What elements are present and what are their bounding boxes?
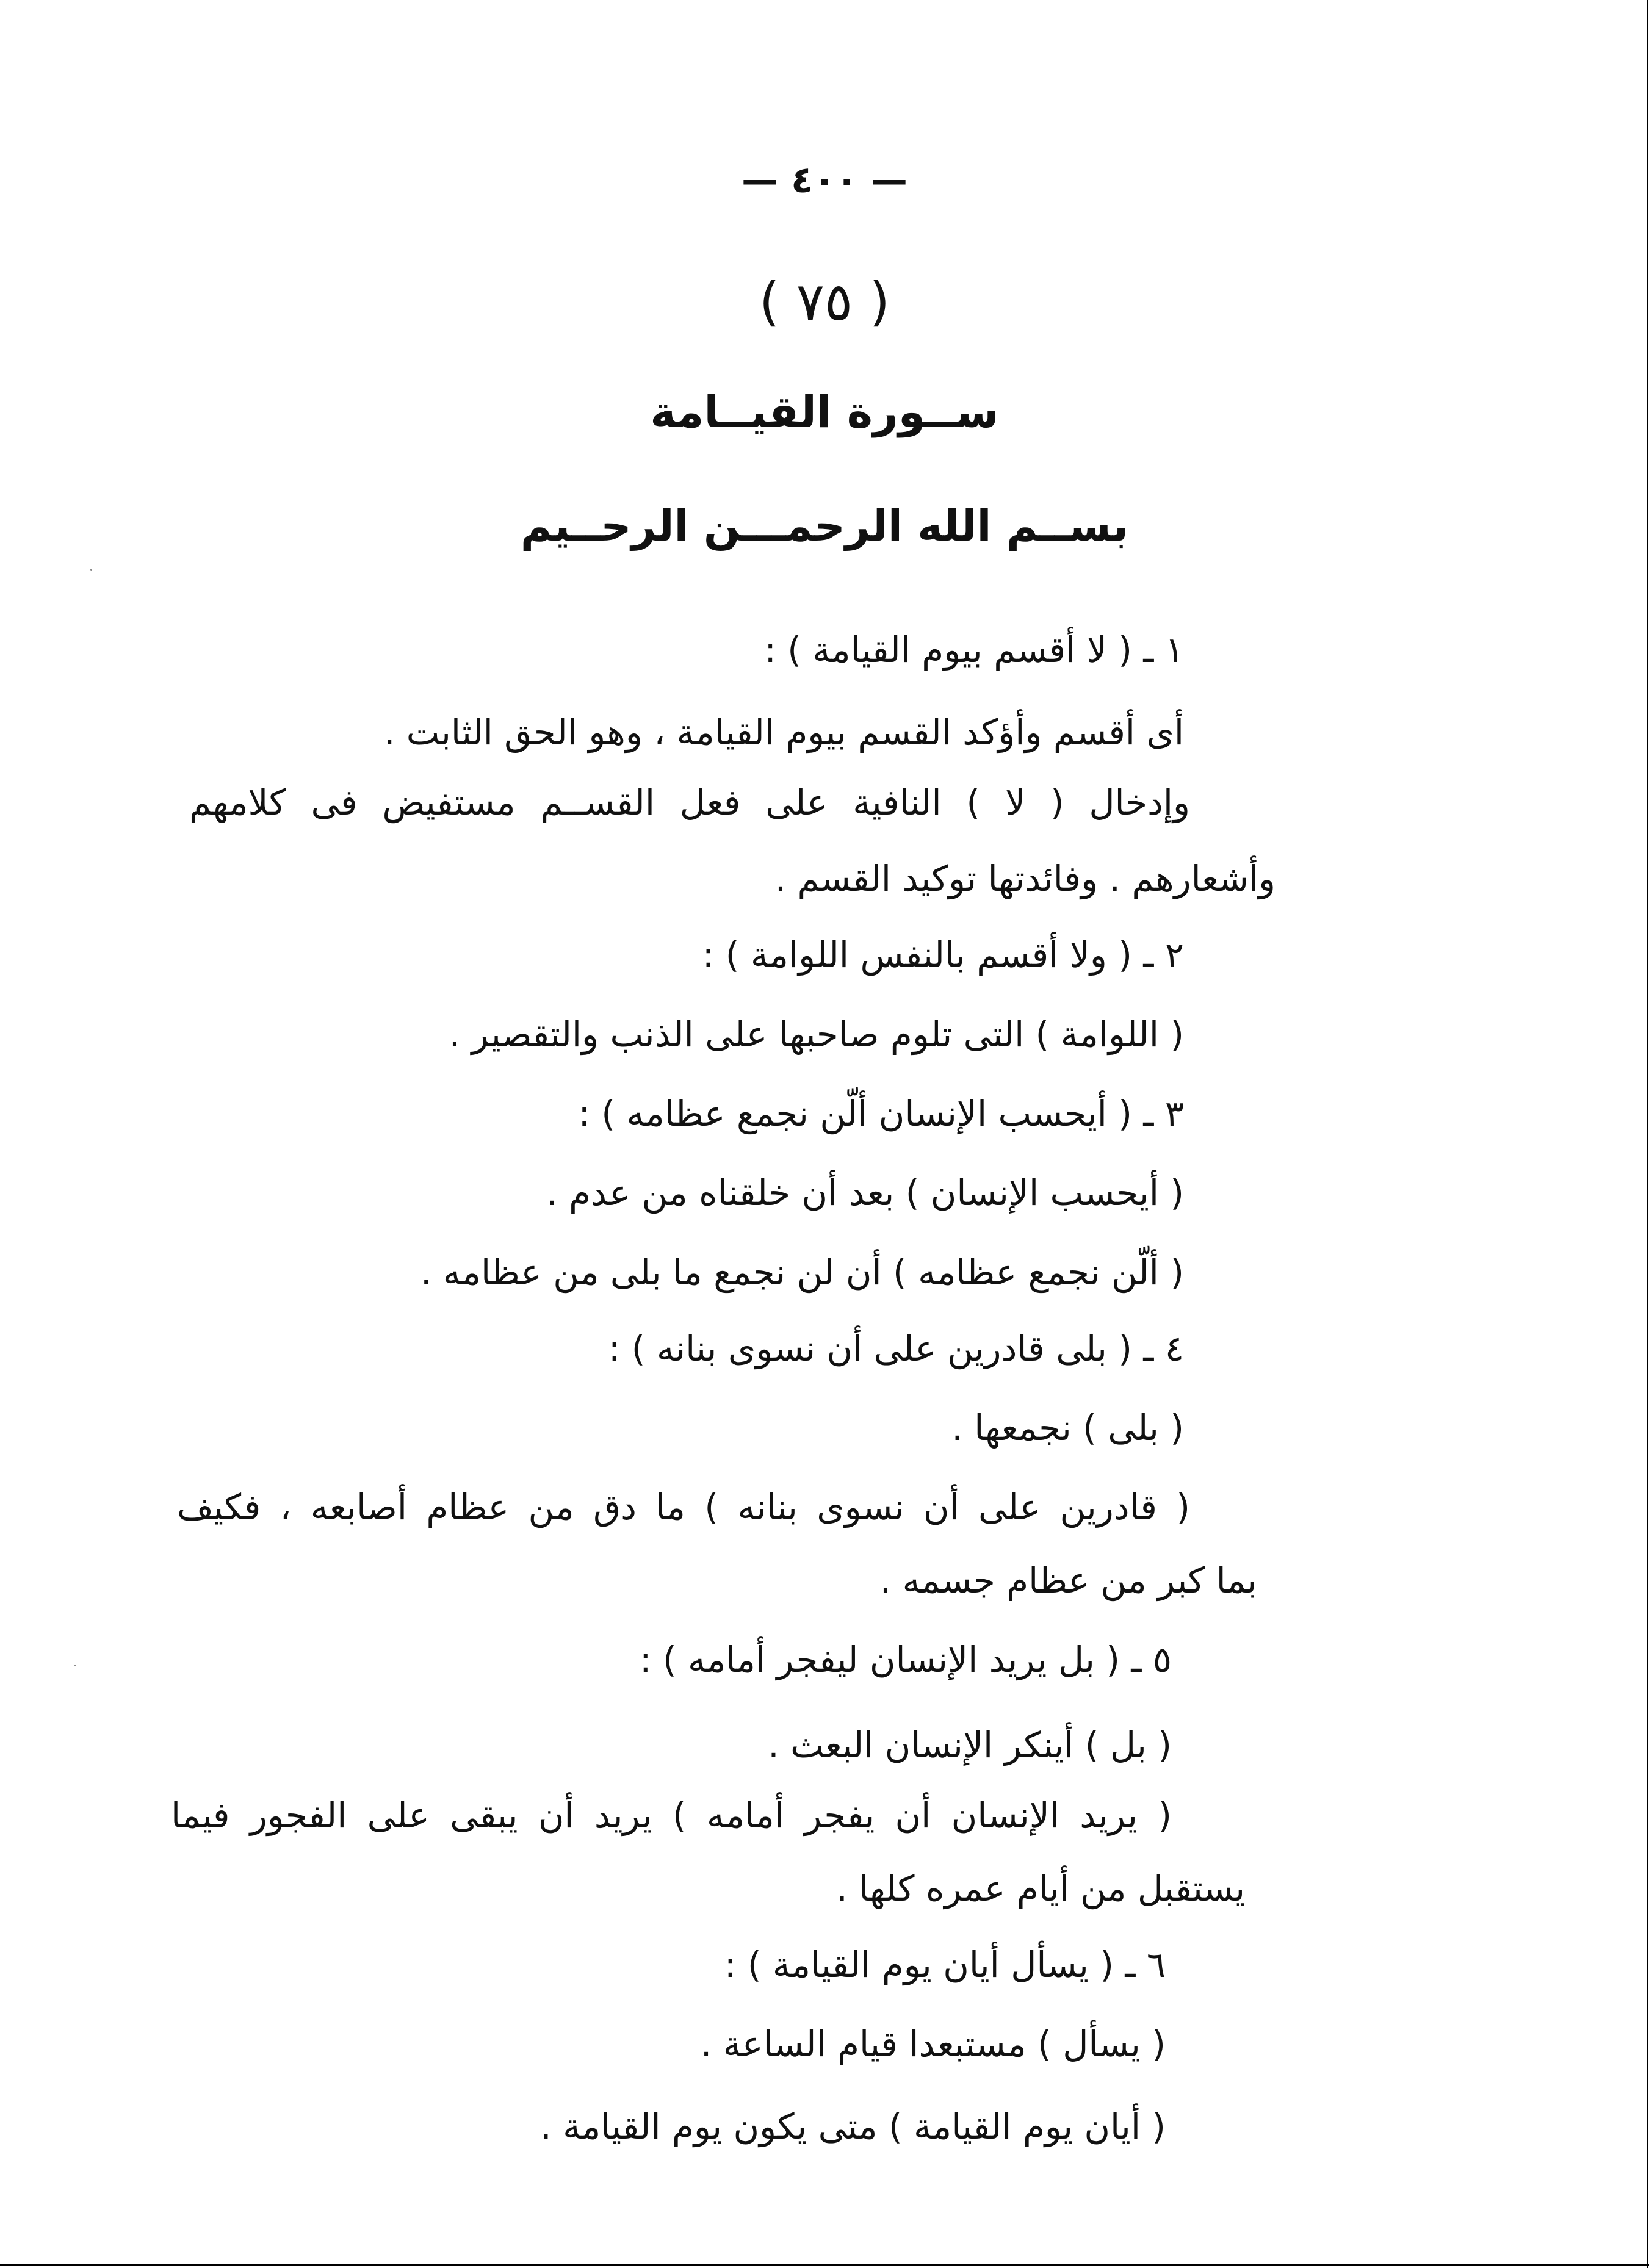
commentary-line: ( بلى ) نجمعها . [951,1407,1184,1449]
page-edge-right [1647,0,1648,2268]
verse-heading: ٦ ـ ( يسأل أيان يوم القيامة ) : [724,1944,1166,1985]
verse-heading: ٥ ـ ( بل يريد الإنسان ليفجر أمامه ) : [640,1639,1172,1680]
commentary-line: ( بل ) أينكر الإنسان البعث . [768,1724,1172,1766]
page-number: — ٤٠٠ — [742,159,907,201]
commentary-line: وإدخال ( لا ) النافية على فعل القســم مستفيض فى كلامهم [189,782,1190,823]
commentary-line: وأشعارهم . وفائدتها توكيد القسم . [774,858,1276,899]
commentary-line: ( يسأل ) مستبعدا قيام الساعة . [700,2023,1166,2065]
commentary-line: ( اللوامة ) التى تلوم صاحبها على الذنب والتقصير . [449,1013,1184,1055]
verse-heading: ٤ ـ ( بلى قادرين على أن نسوى بنانه ) : [608,1328,1184,1369]
verse-heading: ٣ ـ ( أيحسب الإنسان ألّن نجمع عظامه ) : [578,1093,1184,1134]
verse-heading: ٢ ـ ( ولا أقسم بالنفس اللوامة ) : [702,934,1184,976]
commentary-line: ( أيان يوم القيامة ) متى يكون يوم القيامة . [540,2106,1166,2147]
verse-heading: ١ ـ ( لا أقسم بيوم القيامة ) : [764,629,1184,671]
commentary-line: ( ألّن نجمع عظامه ) أن لن نجمع ما بلى من عظامه . [420,1251,1184,1293]
commentary-line: ( يريد الإنسان أن يفجر أمامه ) يريد أن يبقى على الفجور فيما [171,1795,1172,1836]
speck [74,1665,76,1666]
commentary-line: أى أقسم وأؤكد القسم بيوم القيامة ، وهو الحق الثابت . [383,711,1184,753]
speck [90,569,92,571]
commentary-line: ( قادرين على أن نسوى بنانه ) ما دق من عظام أصابعه ، فكيف [177,1486,1190,1528]
basmala: بســم الله الرحمـــن الرحــيم [520,501,1129,551]
commentary-line: يستقبل من أيام عمره كلها . [836,1868,1245,1909]
surah-number: ( ٧٥ ) [759,272,890,333]
page-edge-bottom [0,2264,1649,2266]
surah-title: ســورة القيــامة [650,386,999,437]
commentary-line: بما كبر من عظام جسمه . [879,1560,1257,1601]
commentary-line: ( أيحسب الإنسان ) بعد أن خلقناه من عدم . [546,1172,1184,1214]
